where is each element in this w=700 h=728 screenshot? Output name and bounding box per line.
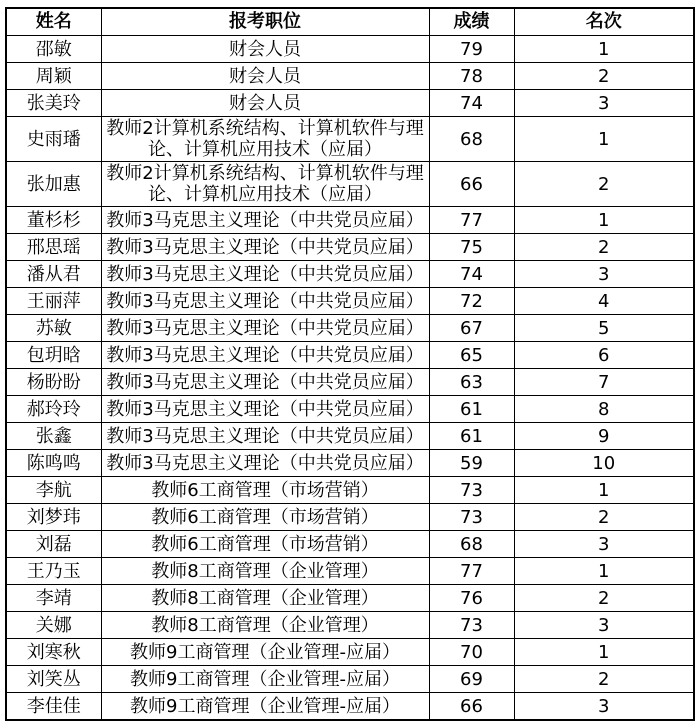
name-cell: 董杉杉: [6, 207, 101, 234]
name-cell: 杨盼盼: [6, 369, 101, 396]
name-cell: 王丽萍: [6, 288, 101, 315]
rank-cell: 2: [514, 585, 694, 612]
column-header-name: 姓名: [6, 8, 101, 36]
position-cell: 财会人员: [101, 36, 429, 63]
rank-cell: 1: [514, 558, 694, 585]
rank-cell: 10: [514, 450, 694, 477]
score-cell: 68: [429, 531, 514, 558]
rank-cell: 1: [514, 207, 694, 234]
position-cell: 教师3马克思主义理论（中共党员应届）: [101, 423, 429, 450]
column-header-score: 成绩: [429, 8, 514, 36]
table-header: [6, 8, 694, 36]
name-cell: 张加惠: [6, 162, 101, 207]
name-cell: 张美玲: [6, 90, 101, 117]
rank-cell: 3: [514, 612, 694, 639]
rank-cell: 6: [514, 342, 694, 369]
rank-cell: 3: [514, 693, 694, 721]
rank-cell: 2: [514, 504, 694, 531]
score-cell: 79: [429, 36, 514, 63]
rank-cell: 3: [514, 531, 694, 558]
exam-results-table: [5, 7, 695, 721]
name-cell: 陈鸣鸣: [6, 450, 101, 477]
score-cell: 75: [429, 234, 514, 261]
table-row: [6, 63, 694, 90]
score-cell: 61: [429, 396, 514, 423]
position-cell: 教师8工商管理（企业管理）: [101, 558, 429, 585]
position-cell: 教师3马克思主义理论（中共党员应届）: [101, 315, 429, 342]
score-cell: 70: [429, 639, 514, 666]
position-cell: 教师2计算机系统结构、计算机软件与理论、计算机应用技术（应届）: [101, 117, 429, 162]
rank-cell: 7: [514, 369, 694, 396]
score-cell: 67: [429, 315, 514, 342]
table-row: [6, 396, 694, 423]
name-cell: 李航: [6, 477, 101, 504]
table-row: [6, 504, 694, 531]
rank-cell: 4: [514, 288, 694, 315]
table-row: [6, 342, 694, 369]
score-cell: 73: [429, 477, 514, 504]
name-cell: 潘从君: [6, 261, 101, 288]
rank-cell: 2: [514, 234, 694, 261]
position-cell: 教师3马克思主义理论（中共党员应届）: [101, 261, 429, 288]
table-row: [6, 693, 694, 721]
rank-cell: 1: [514, 117, 694, 162]
table-row: [6, 531, 694, 558]
score-cell: 66: [429, 162, 514, 207]
name-cell: 王乃玉: [6, 558, 101, 585]
rank-cell: 2: [514, 666, 694, 693]
score-cell: 68: [429, 117, 514, 162]
rank-cell: 3: [514, 261, 694, 288]
score-cell: 66: [429, 693, 514, 721]
name-cell: 邵敏: [6, 36, 101, 63]
table-row: [6, 369, 694, 396]
score-cell: 72: [429, 288, 514, 315]
score-cell: 74: [429, 90, 514, 117]
table-row: [6, 90, 694, 117]
name-cell: 苏敏: [6, 315, 101, 342]
score-cell: 73: [429, 612, 514, 639]
rank-cell: 5: [514, 315, 694, 342]
table-row: [6, 117, 694, 162]
score-cell: 61: [429, 423, 514, 450]
rank-cell: 2: [514, 162, 694, 207]
table-row: [6, 207, 694, 234]
position-cell: 教师3马克思主义理论（中共党员应届）: [101, 288, 429, 315]
table-row: [6, 666, 694, 693]
position-cell: 教师3马克思主义理论（中共党员应届）: [101, 369, 429, 396]
name-cell: 张鑫: [6, 423, 101, 450]
table-row: [6, 234, 694, 261]
rank-cell: 1: [514, 36, 694, 63]
table-row: [6, 558, 694, 585]
table-row: [6, 36, 694, 63]
header-row: [6, 8, 694, 36]
position-cell: 教师9工商管理（企业管理-应届）: [101, 666, 429, 693]
name-cell: 刘梦玮: [6, 504, 101, 531]
table-row: [6, 450, 694, 477]
score-cell: 59: [429, 450, 514, 477]
position-cell: 教师3马克思主义理论（中共党员应届）: [101, 342, 429, 369]
position-cell: 教师6工商管理（市场营销）: [101, 531, 429, 558]
score-cell: 65: [429, 342, 514, 369]
position-cell: 财会人员: [101, 63, 429, 90]
score-cell: 77: [429, 207, 514, 234]
table-body: [6, 36, 694, 721]
table-row: [6, 261, 694, 288]
position-cell: 教师9工商管理（企业管理-应届）: [101, 639, 429, 666]
position-cell: 教师6工商管理（市场营销）: [101, 477, 429, 504]
name-cell: 刘寒秋: [6, 639, 101, 666]
position-cell: 教师2计算机系统结构、计算机软件与理论、计算机应用技术（应届）: [101, 162, 429, 207]
score-cell: 74: [429, 261, 514, 288]
name-cell: 邢思瑶: [6, 234, 101, 261]
position-cell: 教师3马克思主义理论（中共党员应届）: [101, 207, 429, 234]
name-cell: 郝玲玲: [6, 396, 101, 423]
table-row: [6, 477, 694, 504]
table-row: [6, 423, 694, 450]
position-cell: 教师8工商管理（企业管理）: [101, 612, 429, 639]
table-row: [6, 612, 694, 639]
rank-cell: 1: [514, 639, 694, 666]
score-cell: 77: [429, 558, 514, 585]
name-cell: 刘笑丛: [6, 666, 101, 693]
score-cell: 69: [429, 666, 514, 693]
score-cell: 73: [429, 504, 514, 531]
position-cell: 教师8工商管理（企业管理）: [101, 585, 429, 612]
position-cell: 教师6工商管理（市场营销）: [101, 504, 429, 531]
score-cell: 63: [429, 369, 514, 396]
name-cell: 关娜: [6, 612, 101, 639]
position-cell: 教师3马克思主义理论（中共党员应届）: [101, 234, 429, 261]
position-cell: 教师3马克思主义理论（中共党员应届）: [101, 396, 429, 423]
rank-cell: 9: [514, 423, 694, 450]
exam-results-page: [5, 7, 695, 721]
position-cell: 教师9工商管理（企业管理-应届）: [101, 693, 429, 721]
rank-cell: 2: [514, 63, 694, 90]
score-cell: 78: [429, 63, 514, 90]
rank-cell: 1: [514, 477, 694, 504]
table-row: [6, 585, 694, 612]
name-cell: 史雨璠: [6, 117, 101, 162]
position-cell: 财会人员: [101, 90, 429, 117]
column-header-rank: 名次: [514, 8, 694, 36]
column-header-position: 报考职位: [101, 8, 429, 36]
position-cell: 教师3马克思主义理论（中共党员应届）: [101, 450, 429, 477]
name-cell: 包玥晗: [6, 342, 101, 369]
table-row: [6, 639, 694, 666]
table-row: [6, 315, 694, 342]
name-cell: 周颖: [6, 63, 101, 90]
name-cell: 李佳佳: [6, 693, 101, 721]
table-row: [6, 288, 694, 315]
rank-cell: 8: [514, 396, 694, 423]
rank-cell: 3: [514, 90, 694, 117]
name-cell: 李靖: [6, 585, 101, 612]
score-cell: 76: [429, 585, 514, 612]
table-row: [6, 162, 694, 207]
name-cell: 刘磊: [6, 531, 101, 558]
